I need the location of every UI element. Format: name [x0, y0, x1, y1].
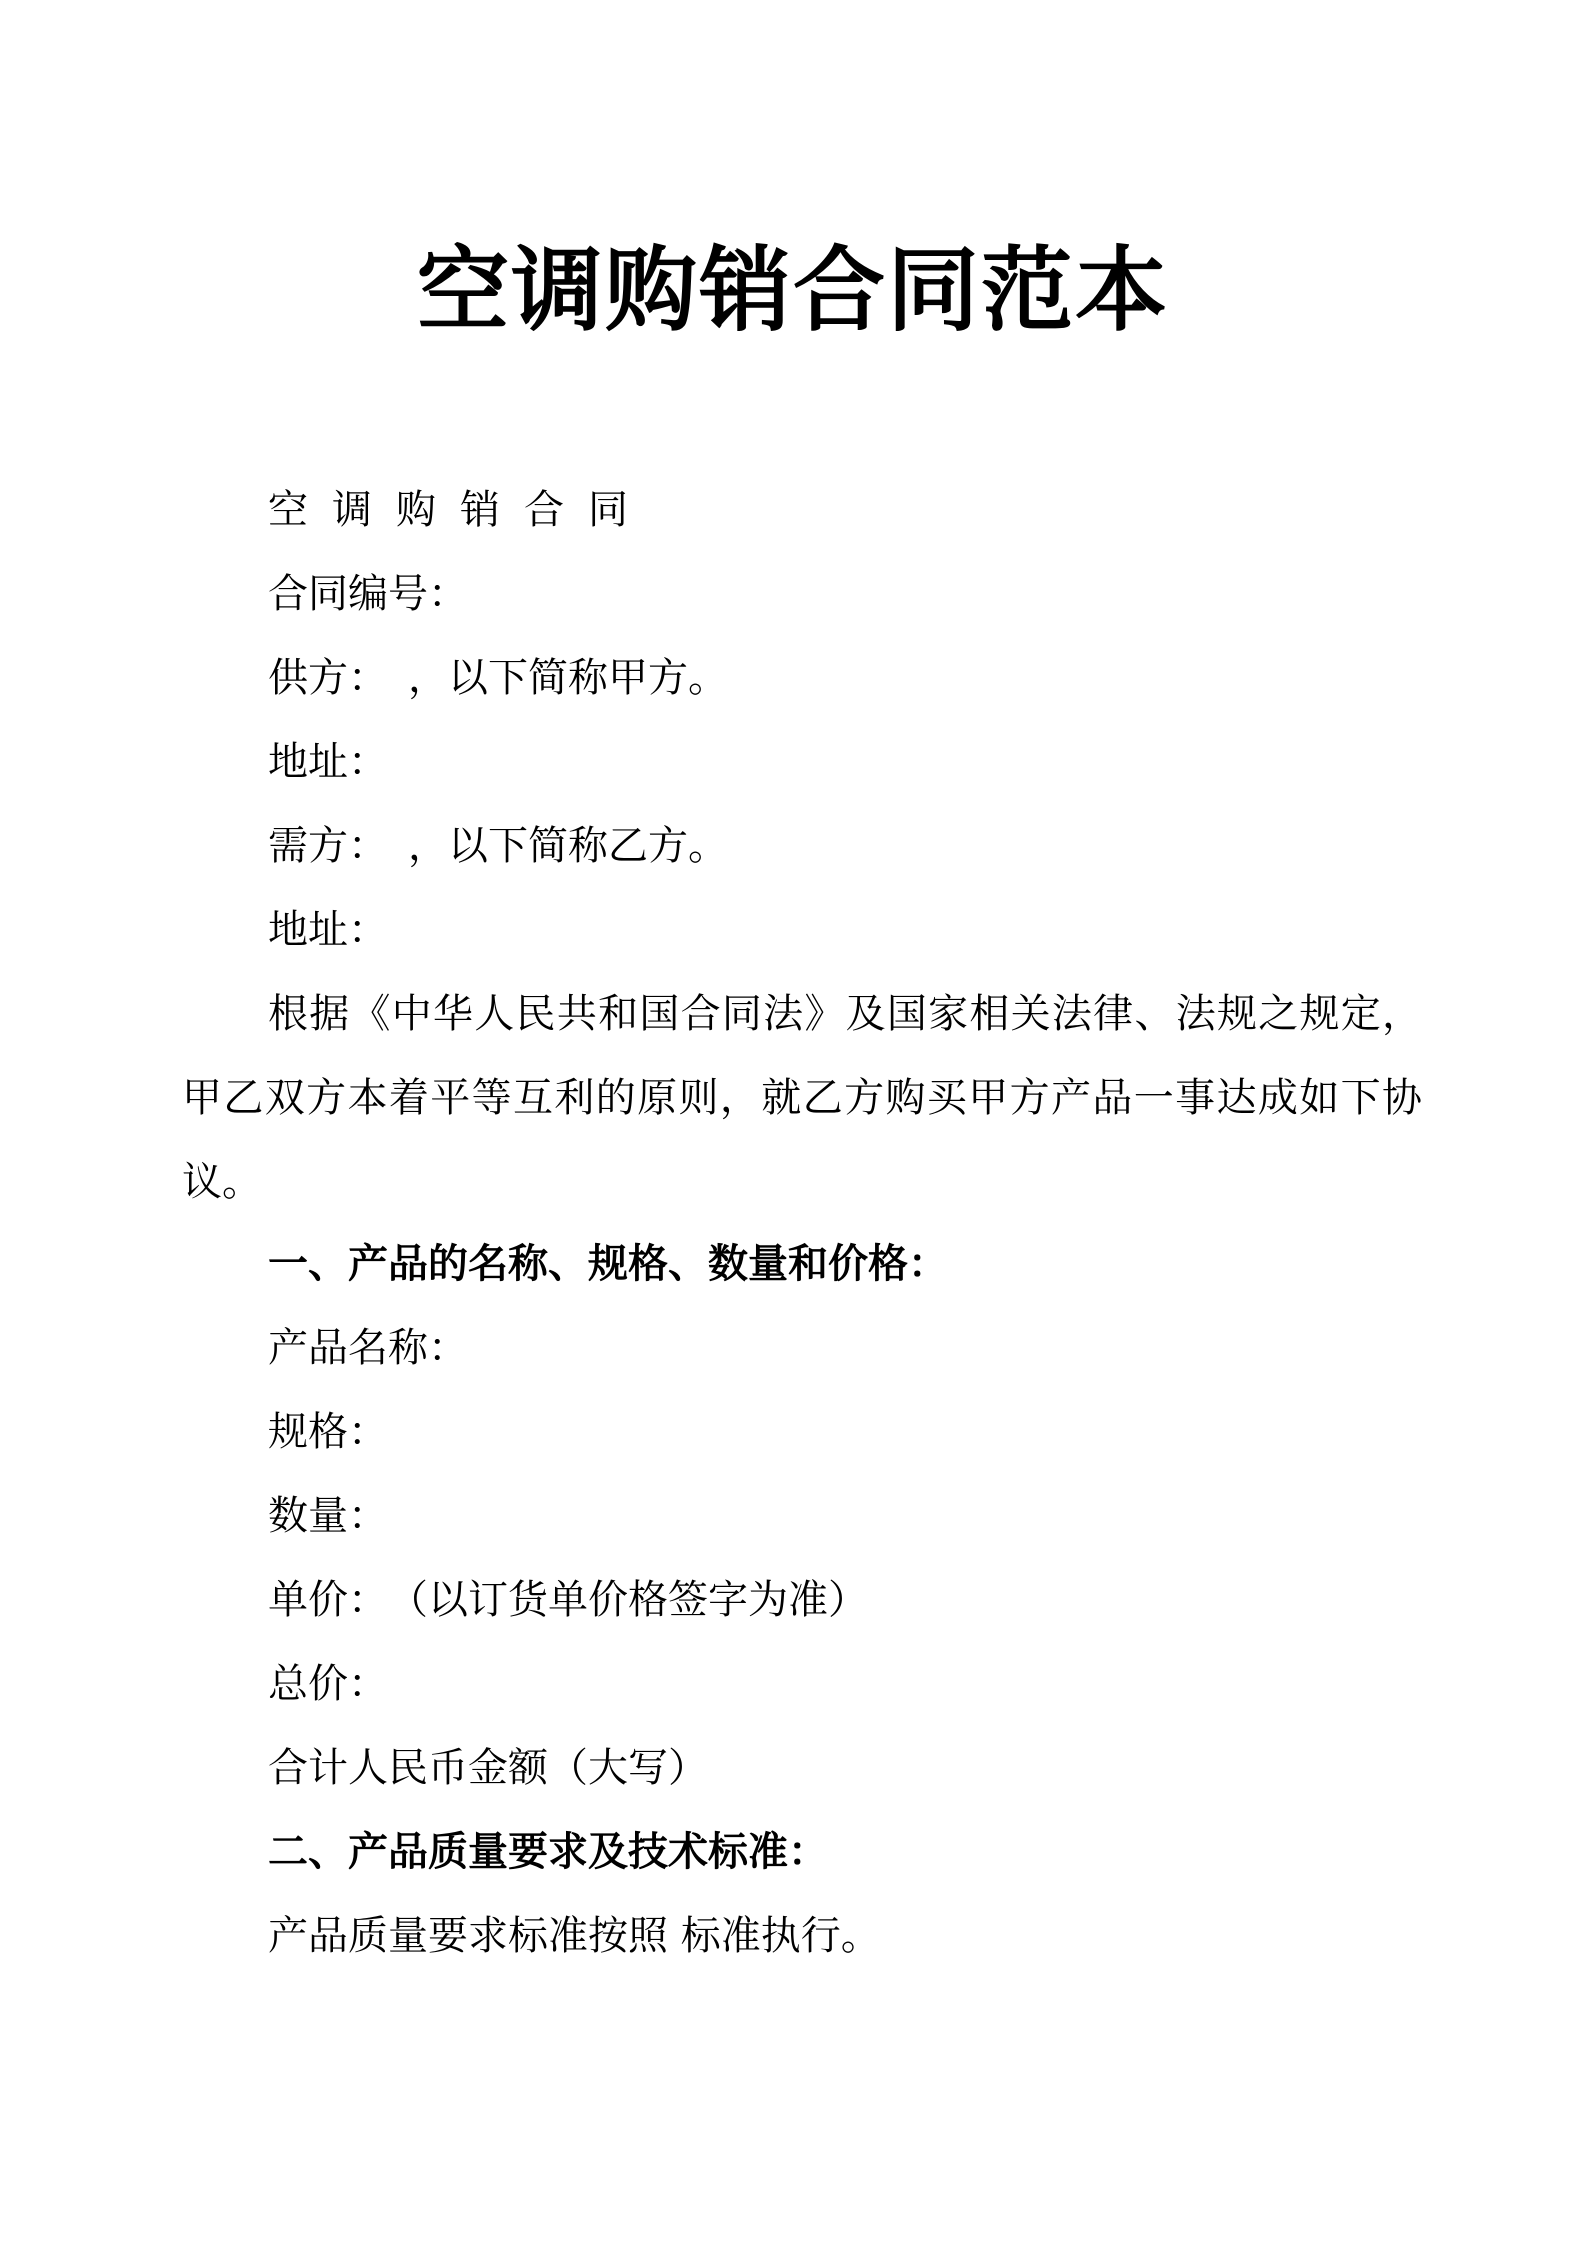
buyer-address-line: 地址： — [268, 907, 388, 953]
quantity-line: 数量： — [268, 1493, 388, 1539]
supplier-line: 供方： ，以下简称甲方。 — [268, 655, 728, 701]
product-name-line: 产品名称： — [268, 1325, 468, 1371]
contract-number-label: 合同编号： — [268, 571, 468, 617]
preamble-paragraph: 根据《中华人民共和国合同法》及国家相关法律、法规之规定，甲乙双方本着平等互利的原则，就乙方购买甲方产品一事达成如下协议。 — [182, 991, 1422, 1205]
supplier-address-line: 地址： — [268, 739, 388, 785]
buyer-line: 需方： ，以下简称乙方。 — [268, 823, 728, 869]
section2-heading: 二、产品质量要求及技术标准： — [268, 1829, 828, 1875]
unit-price-line: 单价： （以订货单价格签字为准） — [268, 1577, 868, 1623]
total-price-line: 总价： — [268, 1661, 388, 1707]
document-title: 空调购销合同范本 — [416, 237, 1169, 344]
quality-standard-line: 产品质量要求标准按照 标准执行。 — [268, 1913, 881, 1959]
section1-heading: 一、产品的名称、规格、数量和价格： — [268, 1241, 948, 1287]
total-rmb-line: 合计人民币金额（大写） — [268, 1745, 708, 1791]
contract-heading: 空调购销合同 — [268, 487, 652, 533]
spec-line: 规格： — [268, 1409, 388, 1455]
